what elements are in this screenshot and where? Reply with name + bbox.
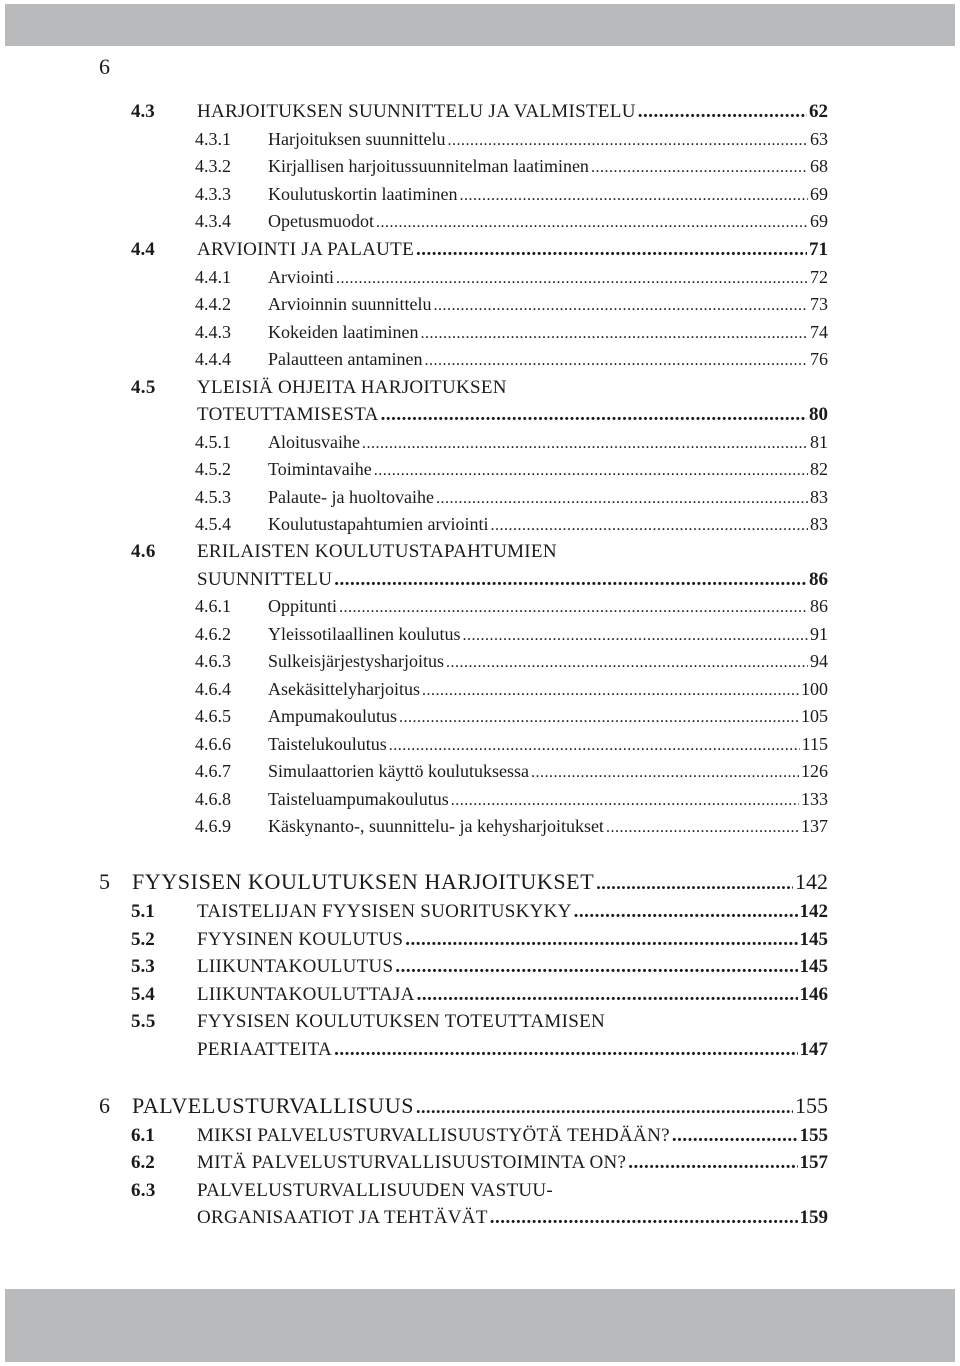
toc-title: Arviointi (268, 267, 334, 287)
toc-page: 76 (810, 349, 828, 369)
toc-number: 4.4 (131, 239, 155, 260)
toc-entry-4-5-4 (195, 511, 828, 538)
toc-title: Käskynanto-, suunnittelu- ja kehysharjoitukset (268, 816, 604, 836)
toc-title: Ampumakoulutus (268, 706, 397, 726)
toc-entry-4-6-continuation (197, 566, 828, 593)
toc-title: HARJOITUKSEN SUUNNITTELU JA VALMISTELU (197, 101, 636, 122)
toc-number: 5.4 (131, 984, 155, 1005)
toc-leader (417, 981, 798, 1008)
toc-title: Palaute- ja huoltovaihe (268, 487, 434, 507)
toc-page: 86 (809, 569, 828, 590)
toc-leader (416, 236, 807, 263)
toc-page: 72 (810, 267, 828, 287)
toc-entry-4-6-9 (195, 813, 828, 840)
toc-page: 155 (799, 1125, 828, 1146)
toc-entry-4-3-2 (195, 153, 828, 180)
toc-number: 4.5.1 (195, 432, 231, 452)
toc-number: 4.3 (131, 101, 155, 122)
toc-page: 142 (795, 869, 828, 894)
toc-page: 63 (810, 129, 828, 149)
toc-title: ERILAISTEN KOULUTUSTAPAHTUMIEN (197, 541, 557, 562)
toc-page: 91 (810, 624, 828, 644)
toc-entry-5-4 (131, 981, 828, 1008)
toc-entry-5-3 (131, 953, 828, 980)
toc-title: Oppitunti (268, 596, 338, 616)
toc-number: 4.6.7 (195, 761, 231, 781)
toc-title: FYYSISEN KOULUTUKSEN TOTEUTTAMISEN (197, 1011, 606, 1032)
toc-title: Simulaattorien käyttö koulutuksessa (268, 761, 529, 781)
toc-title: Taistelukoulutus (268, 734, 387, 754)
toc-leader (339, 594, 808, 621)
toc-number: 6.1 (131, 1125, 155, 1146)
toc-page: 137 (801, 816, 828, 836)
toc-number: 5 (99, 869, 110, 894)
toc-title: Toimintavaihe (268, 459, 372, 479)
toc-number: 4.3.4 (195, 211, 231, 231)
toc-title: FYYSINEN KOULUTUS (197, 929, 404, 950)
toc-page: 69 (810, 211, 828, 231)
toc-leader (374, 457, 808, 484)
toc-page: 159 (799, 1207, 828, 1228)
toc-title: LIIKUNTAKOULUTUS (197, 956, 394, 977)
toc-page: 86 (810, 596, 828, 616)
toc-leader (422, 677, 799, 704)
toc-leader (334, 566, 807, 593)
toc-number: 4.6.2 (195, 624, 231, 644)
toc-leader (434, 292, 809, 319)
toc-entry-5-5-continuation (197, 1036, 828, 1063)
toc-entry-4-4-3 (195, 319, 828, 346)
toc-number: 4.4.3 (195, 322, 231, 342)
toc-leader (638, 98, 807, 125)
toc-page: 105 (801, 706, 828, 726)
toc-entry-5-5 (131, 1008, 605, 1035)
toc-number: 4.5.2 (195, 459, 231, 479)
toc-page: 82 (810, 459, 828, 479)
toc-leader (451, 787, 799, 814)
toc-page: 155 (795, 1093, 828, 1118)
toc-leader (389, 732, 800, 759)
toc-number: 4.3.2 (195, 156, 231, 176)
toc-entry-6-3 (131, 1177, 553, 1204)
toc-leader (336, 265, 808, 292)
toc-leader (420, 320, 808, 347)
toc-leader (596, 868, 793, 897)
toc-title: Opetusmuodot (268, 211, 374, 231)
toc-number: 4.6.4 (195, 679, 231, 699)
toc-page: 115 (801, 734, 828, 754)
toc-entry-4-4-2 (195, 291, 828, 318)
toc-leader (436, 485, 808, 512)
toc-title-continuation: SUUNNITTELU (197, 569, 333, 590)
toc-page: 81 (810, 432, 828, 452)
toc-page: 100 (801, 679, 828, 699)
toc-page: 145 (799, 929, 828, 950)
toc-entry-4-5-2 (195, 456, 828, 483)
toc-leader (447, 127, 808, 154)
toc-leader (459, 182, 808, 209)
toc-title: Kirjallisen harjoitussuunnitelman laatiminen (268, 156, 589, 176)
toc-title: Sulkeisjärjestysharjoitus (268, 651, 444, 671)
toc-leader (424, 347, 808, 374)
toc-number: 4.6.1 (195, 596, 231, 616)
toc-number: 4.4.1 (195, 267, 231, 287)
toc-number: 4.6.8 (195, 789, 231, 809)
toc-entry-4-3-1 (195, 126, 828, 153)
toc-page: 74 (810, 322, 828, 342)
toc-entry-6-2 (131, 1149, 828, 1176)
toc-leader (446, 649, 808, 676)
toc-leader (628, 1149, 797, 1176)
toc-title: FYYSISEN KOULUTUKSEN HARJOITUKSET (132, 869, 595, 894)
toc-entry-4-6-7 (195, 758, 828, 785)
toc-leader (490, 512, 808, 539)
toc-number: 4.3.1 (195, 129, 231, 149)
toc-page: 133 (801, 789, 828, 809)
toc-page: 83 (810, 514, 828, 534)
toc-leader (405, 926, 797, 953)
toc-number: 6.2 (131, 1152, 155, 1173)
toc-entry-4-5-continuation (197, 401, 828, 428)
toc-leader (362, 430, 808, 457)
toc-page: 126 (801, 761, 828, 781)
toc-leader (574, 898, 798, 925)
toc-title: Taisteluampumakoulutus (268, 789, 449, 809)
toc-title: MITÄ PALVELUSTURVALLISUUSTOIMINTA ON? (197, 1152, 627, 1173)
toc-entry-4-6-8 (195, 786, 828, 813)
toc-leader (490, 1204, 798, 1231)
page-number: 6 (99, 54, 110, 79)
toc-leader (606, 814, 799, 841)
toc-entry-4-6-4 (195, 676, 828, 703)
toc-number: 5.3 (131, 956, 155, 977)
toc-entry-6 (99, 1092, 828, 1119)
toc-page: 62 (809, 101, 828, 122)
toc-number: 4.6.5 (195, 706, 231, 726)
toc-entry-4-6-2 (195, 621, 828, 648)
toc-entry-4-5-1 (195, 429, 828, 456)
toc-title: Harjoituksen suunnittelu (268, 129, 446, 149)
toc-entry-4-4-1 (195, 264, 828, 291)
toc-leader (399, 704, 799, 731)
toc-leader (591, 154, 808, 181)
toc-page: 83 (810, 487, 828, 507)
toc-entry-4-5-3 (195, 484, 828, 511)
toc-entry-6-1 (131, 1122, 828, 1149)
toc-title-continuation: PERIAATTEITA (197, 1039, 333, 1060)
toc-title: LIIKUNTAKOULUTTAJA (197, 984, 415, 1005)
toc-number: 4.4.4 (195, 349, 231, 369)
toc-title: YLEISIÄ OHJEITA HARJOITUKSEN (197, 377, 507, 398)
toc-number: 4.4.2 (195, 294, 231, 314)
toc-title: Yleissotilaallinen koulutus (268, 624, 461, 644)
toc-entry-4-6-5 (195, 703, 828, 730)
toc-number: 4.6.3 (195, 651, 231, 671)
toc-number: 5.2 (131, 929, 155, 950)
toc-leader (334, 1036, 797, 1063)
toc-title: ARVIOINTI JA PALAUTE (197, 239, 414, 260)
toc-title: Arvioinnin suunnittelu (268, 294, 432, 314)
toc-number: 4.3.3 (195, 184, 231, 204)
toc-number: 4.6.9 (195, 816, 231, 836)
toc-entry-5 (99, 868, 828, 895)
toc-leader (462, 622, 808, 649)
toc-number: 6 (99, 1093, 110, 1118)
toc-entry-5-2 (131, 926, 828, 953)
toc-page: 146 (799, 984, 828, 1005)
toc-title-continuation: ORGANISAATIOT JA TEHTÄVÄT (197, 1207, 488, 1228)
toc-entry-4-6-3 (195, 648, 828, 675)
toc-page: 145 (799, 956, 828, 977)
toc-number: 4.6 (131, 541, 156, 562)
toc-entry-5-1 (131, 898, 828, 925)
toc-title: Koulutuskortin laatiminen (268, 184, 458, 204)
toc-number: 4.5 (131, 377, 156, 398)
toc-page: 80 (809, 404, 828, 425)
toc-number: 5.1 (131, 901, 155, 922)
toc-number: 5.5 (131, 1011, 156, 1032)
toc-entry-4-6 (131, 538, 557, 565)
toc-entry-4-4 (131, 236, 828, 263)
toc-page: 73 (810, 294, 828, 314)
toc-number: 6.3 (131, 1180, 156, 1201)
toc-page: 157 (799, 1152, 828, 1173)
toc-entry-4-3 (131, 98, 828, 125)
toc-leader (381, 401, 807, 428)
toc-leader (672, 1122, 798, 1149)
toc-page: 142 (799, 901, 828, 922)
toc-number: 4.5.3 (195, 487, 231, 507)
toc-title: TAISTELIJAN FYYSISEN SUORITUSKYKY (197, 901, 572, 922)
toc-title: Koulutustapahtumien arviointi (268, 514, 489, 534)
toc-page: 94 (810, 651, 828, 671)
toc-leader (395, 953, 797, 980)
toc-entry-4-6-6 (195, 731, 828, 758)
toc-title: PALVELUSTURVALLISUUDEN VASTUU- (197, 1180, 554, 1201)
toc-page: 68 (810, 156, 828, 176)
toc-leader (416, 1092, 793, 1121)
toc-page: 71 (809, 239, 828, 260)
toc-title: Kokeiden laatiminen (268, 322, 419, 342)
toc-page: 69 (810, 184, 828, 204)
toc-title: PALVELUSTURVALLISUUS (132, 1093, 415, 1118)
toc-entry-4-5 (131, 374, 507, 401)
toc-title-continuation: TOTEUTTAMISESTA (197, 404, 379, 425)
toc-entry-4-6-1 (195, 593, 828, 620)
toc-entry-4-3-3 (195, 181, 828, 208)
toc-title: Asekäsittelyharjoitus (268, 679, 420, 699)
toc-number: 4.6.6 (195, 734, 231, 754)
toc-title: MIKSI PALVELUSTURVALLISUUSTYÖTÄ TEHDÄÄN? (197, 1125, 670, 1146)
toc-leader (376, 209, 808, 236)
footer-band (5, 1289, 955, 1362)
toc-page: 147 (799, 1039, 828, 1060)
toc-title: Aloitusvaihe (268, 432, 360, 452)
toc-entry-6-3-continuation (197, 1204, 828, 1231)
toc-entry-4-4-4 (195, 346, 828, 373)
toc-leader (531, 759, 799, 786)
toc-title: Palautteen antaminen (268, 349, 423, 369)
toc-number: 4.5.4 (195, 514, 231, 534)
toc-entry-4-3-4 (195, 208, 828, 235)
